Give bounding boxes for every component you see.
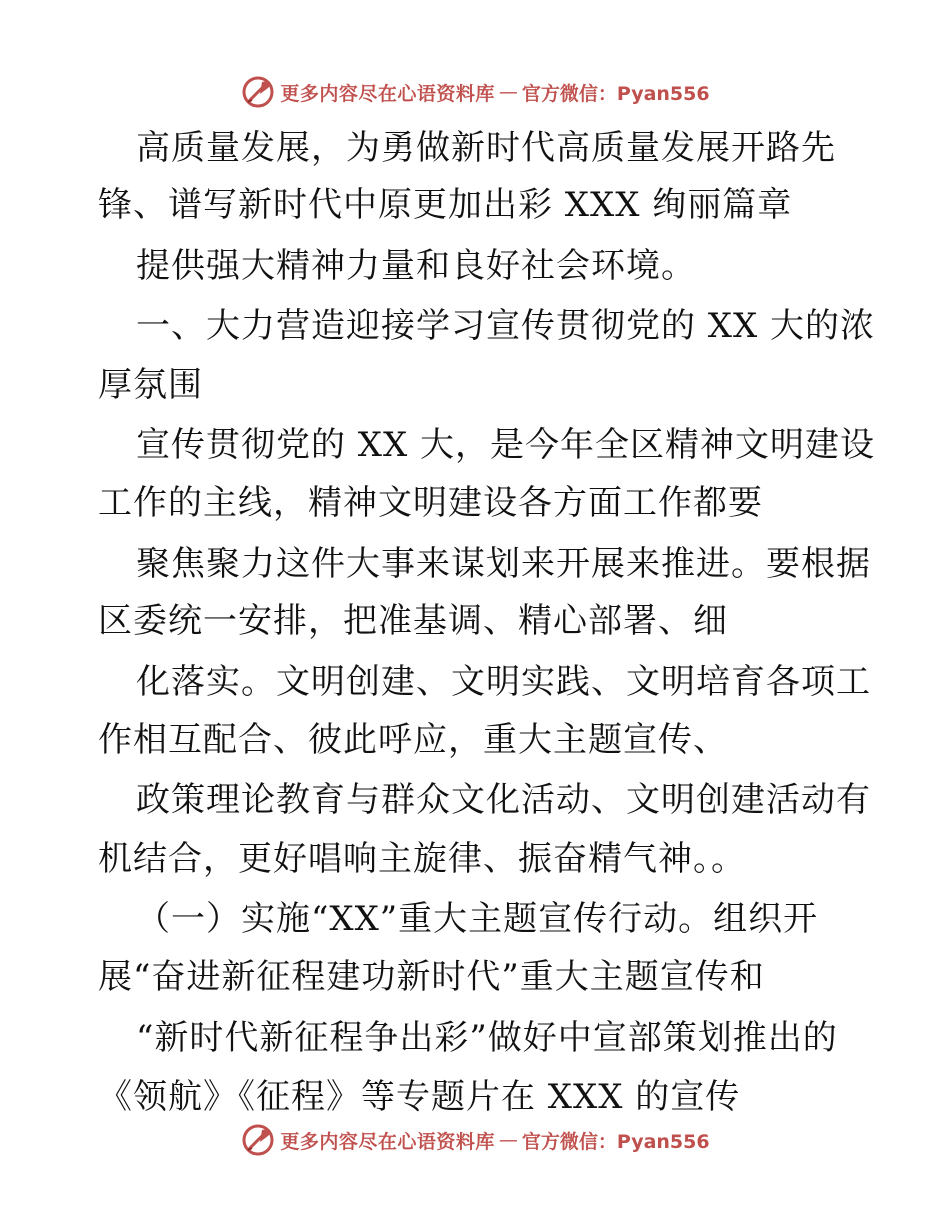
watermark-separator: — — [498, 81, 518, 103]
header-watermark — [0, 72, 950, 112]
text-line: 提供强大精神力量和良好社会环境。 — [136, 246, 696, 286]
text-line: 机结合，更好唱响主旋律、振奋精气神。。 — [98, 839, 746, 879]
text-line: “新时代新征程争出彩”做好中宣部策划推出的 — [136, 1018, 838, 1058]
text-line: 区委统一安排，把准基调、精心部署、细 — [98, 601, 728, 641]
text-line: 化落实。文明创建、文明实践、文明培育各项工 — [136, 662, 871, 702]
footer-watermark — [0, 1120, 950, 1160]
text-line: 工作的主线，精神文明建设各方面工作都要 — [98, 483, 763, 523]
section-heading: 一、大力营造迎接学习宣传贯彻党的 XX 大的浓 — [136, 306, 876, 346]
text-line: 《领航》《征程》等专题片在 XXX 的宣传 — [98, 1077, 741, 1117]
watermark-wechat-text: 官方微信：Pyan556 — [521, 1130, 710, 1153]
quill-pen-logo-icon — [240, 74, 276, 110]
watermark-site-text: 更多内容尽在心语资料库 — [280, 1130, 495, 1153]
text-line: 聚焦聚力这件大事来谋划来开展来推进。要根据 — [136, 544, 871, 584]
watermark-wechat-text: 官方微信：Pyan556 — [521, 82, 710, 105]
subsection-heading: （一）实施“XX”重大主题宣传行动。组织开 — [136, 899, 819, 939]
text-line: 锋、谱写新时代中原更加出彩 XXX 绚丽篇章 — [98, 185, 793, 225]
text-line: 作相互配合、彼此呼应，重大主题宣传、 — [98, 720, 728, 760]
watermark-site-text: 更多内容尽在心语资料库 — [280, 82, 495, 105]
text-line: 高质量发展，为勇做新时代高质量发展开路先 — [136, 128, 836, 168]
section-heading-cont: 厚氛围 — [98, 365, 203, 405]
quill-pen-logo-icon — [240, 1122, 276, 1158]
text-line: 政策理论教育与群众文化活动、文明创建活动有 — [136, 780, 871, 820]
text-line: 展“奋进新征程建功新时代”重大主题宣传和 — [98, 957, 765, 997]
text-line: 宣传贯彻党的 XX 大，是今年全区精神文明建设 — [136, 425, 876, 465]
watermark-separator: — — [498, 1129, 518, 1151]
